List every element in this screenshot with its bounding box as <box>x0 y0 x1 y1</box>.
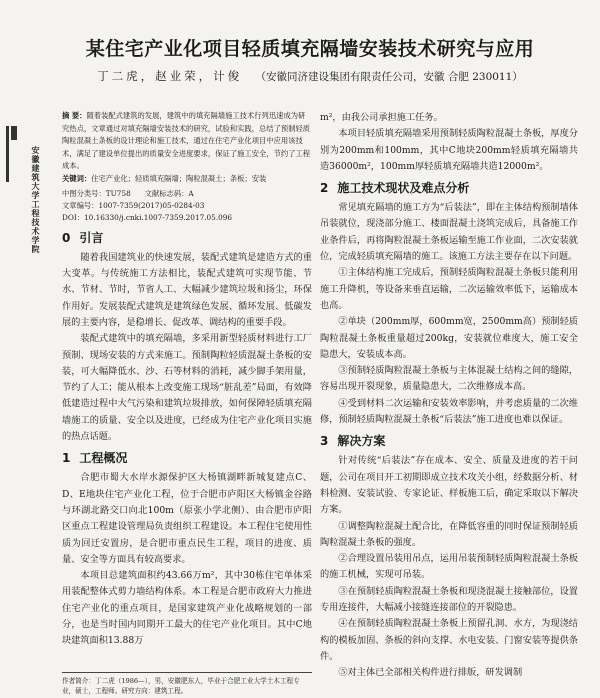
list-item: ①调整陶粒混凝土配合比，在降低容重的同时保证预制轻质陶粒混凝土条板的强度。 <box>320 520 578 548</box>
abstract <box>62 110 312 186</box>
list-item: ⑤对主体已全部相关构件进行排版，研发调制 <box>338 667 523 679</box>
sidebar-journal-label: 安徽建筑大学工程技术学院 <box>31 146 40 254</box>
paper-title: 某住宅产业化项目轻质填充隔墙安装技术研究与应用 <box>85 38 535 60</box>
article-meta <box>62 188 312 225</box>
paragraph: 本项目总建筑面积约43.66万m²，其中30栋住宅单体采用装配整体式剪力墙结构体系。本工程是合肥市政府大力推进住宅产业化的重点项目，是国家建筑产业化战略规划的一部分，也是当时国内同期开工最大的住宅产业化项目。其中C地块建筑面积13.88万 <box>62 570 312 647</box>
author-footnote: 作者简介：丁二虎（1986—），男，安徽肥东人，毕业于合肥工业大学土木工程专业，硕士，工程师。研究方向：建筑工程。 <box>62 672 312 696</box>
paragraph: 本项目轻质填充隔墙采用预制轻质陶粒混凝土条板，厚度分别为200mm和100mm，其中C地块200mm轻质填充隔墙共造36000m²，100mm厚轻质填充隔墙共造12000m²。 <box>320 128 578 172</box>
list-item: ②单块（200mm厚，600mm宽，2500mm高）预制轻质陶粒混凝土条板重量超过200kg，安装就位难度大，施工安全隐患大，安装成本高。 <box>320 316 578 360</box>
right-column <box>320 110 578 682</box>
list-item: ③预制轻质陶粒混凝土条板与主体混凝土结构之间的缝隙，容易出现开裂现象，质量隐患大，二次维修成本高。 <box>320 365 578 393</box>
section-heading: 0 引言 <box>62 230 104 245</box>
paragraph: 针对传统“后装法”存在成本、安全、质量及进度的若干问题，公司在项目开工初期即成立技术攻关小组，经数据分析、材料检测、安装试验、专家论证、样板施工后，确定采取以下解决方案。 <box>320 455 578 516</box>
article-number: 文章编号：1007-7359(2017)05-0284-03 <box>62 200 205 210</box>
paragraph-continued: m²，由我公司承担施工任务。 <box>320 112 443 123</box>
list-item: ①主体结构施工完成后，预制轻质陶粒混凝土条板只能利用施工升降机，等设备来垂直运输，二次运输效率低下，运输成本也高。 <box>320 267 578 311</box>
list-item: ③在预制轻质陶粒混凝土条板和现浇混凝土接触部位，设置专用连接件，大幅减小接缝连接部位的开裂隐患。 <box>320 585 578 614</box>
list-item: ④在预制轻质陶粒混凝土条板上预留孔洞、水方，为现浇结构的模板加固、条板的斜向支撑、水电安装、门窗安装等提供条件。 <box>320 618 578 662</box>
doi: DOI：10.16330/j.cnki.1007-7359.2017.05.096 <box>62 213 233 223</box>
keywords-label: 关键词： <box>62 173 92 183</box>
section-heading: 1 工程概况 <box>62 451 128 466</box>
author-line <box>60 68 560 84</box>
list-item: ④受到材料二次运输和安装效率影响，并考虑质量的二次维修，预制轻质陶粒混凝土条板“后装法”施工进度也难以保证。 <box>320 397 578 426</box>
author-affiliation: （安徽同济建设集团有限责任公司，安徽 合肥 230011） <box>255 71 523 83</box>
paragraph: 常见填充隔墙的施工方为“后装法”，即在主体结构预制墙体吊装就位，现浇部分施工、楼面混凝土浇筑完成后，具备施工作业条件后，再将陶粒混凝土条板运输至施工作业面，二次安装就位，完成轻质填充隔墙的施工。该施工方法主要存在以下问题。 <box>320 202 578 263</box>
abstract-text: 随着装配式建筑的发展，建筑中的填充隔墙施工技术行列迅速成为研究热点，文章通过对填充隔墙安装技术的研究，试验和实践，总结了预制轻质陶粒混凝土条板的设计理论和施工技术，通过在住宅产业化项目中应用该技术，满足了建设单位提出的质量安全进度要求，保证了施工安全，节约了工程成本。 <box>62 111 311 171</box>
keywords-text: 住宅产业化；轻质填充隔墙；陶粒混凝土；条板；安装 <box>91 173 267 183</box>
document-code: 文献标志码：A <box>144 188 194 198</box>
sidebar-ornament-bar <box>6 126 9 182</box>
section-heading: 3 解决方案 <box>320 434 386 449</box>
section-heading: 2 施工技术现状及难点分析 <box>320 181 470 196</box>
abstract-label: 摘 要： <box>62 111 87 120</box>
author-names: 丁二虎，赵业荣，计俊 <box>97 69 243 83</box>
clc-number: 中图分类号：TU758 <box>62 188 131 198</box>
left-column <box>62 110 312 650</box>
list-item: ②合理设置吊装用吊点，运用吊装预制轻质陶粒混凝土条板的施工机械，实现可吊装。 <box>320 553 578 581</box>
sidebar-ornament-block <box>11 126 17 140</box>
paragraph: 装配式建筑中的填充隔墙，多采用新型轻质材料进行工厂预制、现场安装的方式来施工。预制陶粒轻质混凝土条板的安装，可大幅降低水、沙、石等材料的消耗，减少脚手架用量，节约了人工；能从根本上改变施工现场“脏乱差”局面，有效降低建造过程中大气污染和建筑垃圾排放，如何保障轻质填充隔墙施工的质量、安全以及进度，已经成为住宅产业化项目实施的热点话题。 <box>62 333 312 443</box>
paragraph: 合肥市蜀大水岸水源保护区大杨镇湖畔新城复建点C、D、E地块住宅产业化工程，位于合肥市庐阳区大杨镇金谷路与环湖北路交口向北100m（原张小学北侧）、由合肥市庐阳区重点工程建设管理局负责组织工程建设。本工程住宅使用性质为回迁安置房，是合肥市重点民生工程，项目的进度、质量、安全等方面具有较高要求。 <box>62 472 312 565</box>
paragraph: 随着我国建筑业的快速发展，装配式建筑是建造方式的重大变革。与传统施工方法相比，装配式建筑可实现节能、节水、节材、节时，节省人工、大幅减少建筑垃圾和扬尘，环保作用好。发展装配式建筑是建筑绿色发展、循环发展、低碳发展的主要内容，是稳增长、促改革、调结构的重要手段。 <box>62 251 312 328</box>
